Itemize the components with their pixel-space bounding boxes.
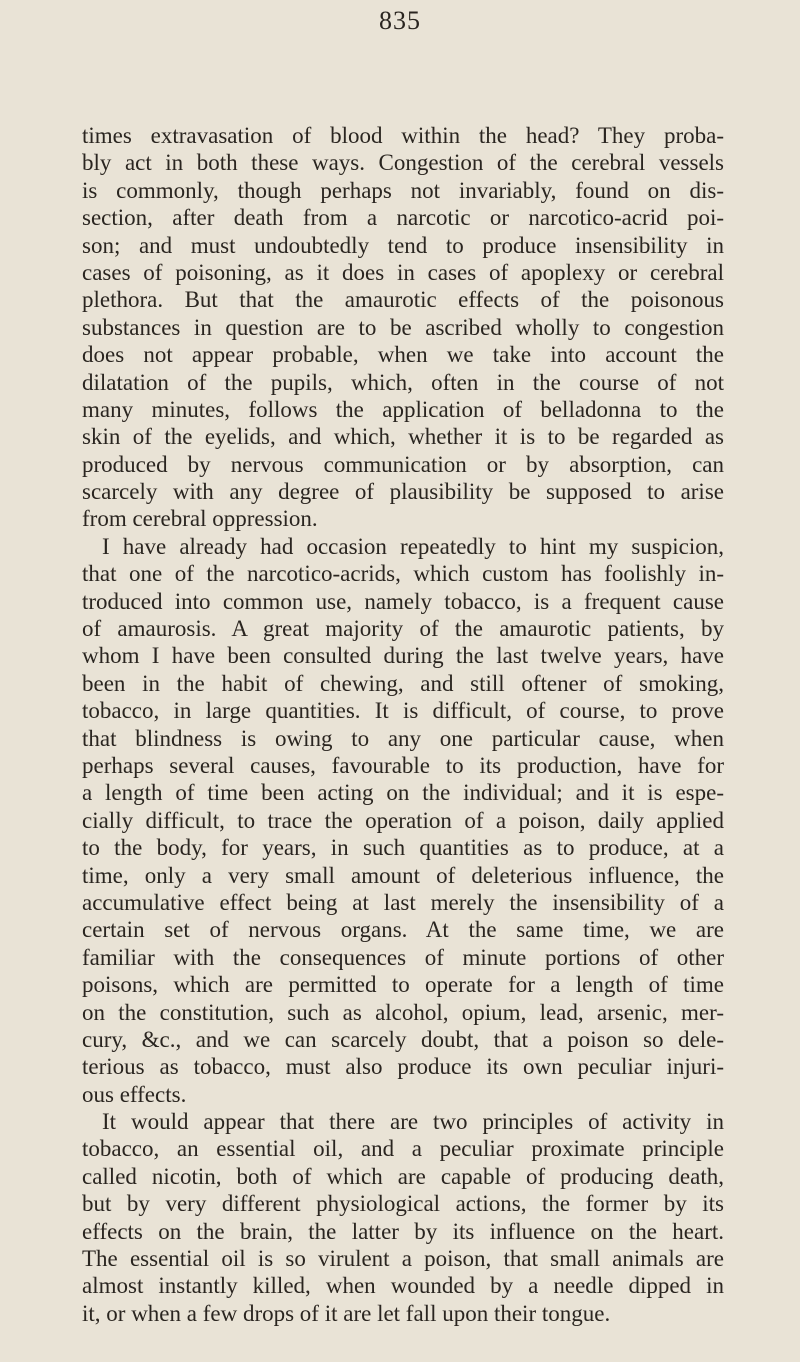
text-line: perhaps several causes, favourable to its production, have for (82, 752, 724, 778)
page-number: 835 (379, 6, 421, 35)
text-line: dilatation of the pupils, which, often in the course of not (82, 369, 724, 395)
text-line: produced by nervous communication or by absorption, can (82, 451, 724, 477)
text-line: that blindness is owing to any one particular cause, when (82, 725, 724, 751)
text-line: familiar with the consequences of minute portions of other (82, 944, 724, 970)
text-line: is commonly, though perhaps not invariably, found on dis- (82, 177, 724, 203)
text-line: been in the habit of chewing, and still oftener of smoking, (82, 670, 724, 696)
text-line: of amaurosis. A great majority of the amaurotic patients, by (82, 616, 724, 642)
text-line: terious as tobacco, must also produce its own peculiar injuri- (82, 1054, 724, 1080)
text-line: plethora. But that the amaurotic effects of the poisonous (82, 287, 724, 313)
text-line: cially difficult, to trace the operation of a poison, daily applied (82, 807, 724, 833)
text-line: It would appear that there are two principles of activity in (102, 1109, 724, 1135)
text-line: cases of poisoning, as it does in cases of apoplexy or cerebral (82, 259, 724, 285)
text-line: troduced into common use, namely tobacco, is a frequent cause (82, 588, 724, 614)
text-line: almost instantly killed, when wounded by a needle dipped in (82, 1273, 724, 1299)
text-line: cury, &c., and we can scarcely doubt, that a poison so dele- (82, 1026, 724, 1052)
text-line: times extravasation of blood within the head? They proba- (82, 123, 724, 148)
body-text (82, 122, 724, 1327)
text-line: from cerebral oppression. (82, 506, 318, 532)
text-line: it, or when a few drops of it are let fall upon their tongue. (82, 1300, 611, 1326)
text-line: certain set of nervous organs. At the same time, we are (82, 917, 724, 943)
text-line: accumulative effect being at last merely the insensibility of a (82, 889, 724, 915)
text-line: ous effects. (82, 1081, 187, 1107)
text-line: whom I have been consulted during the last twelve years, have (82, 643, 724, 669)
text-line: son; and must undoubtedly tend to produce insensibility in (82, 232, 724, 258)
text-line: substances in question are to be ascribed wholly to congestion (82, 314, 724, 340)
text-line: The essential oil is so virulent a poison, that small animals are (82, 1246, 724, 1272)
text-line: scarcely with any degree of plausibility be supposed to arise (82, 479, 724, 505)
text-line: tobacco, in large quantities. It is difficult, of course, to prove (82, 698, 724, 724)
text-line: time, only a very small amount of deleterious influence, the (82, 862, 724, 888)
text-line: to the body, for years, in such quantities as to produce, at a (82, 835, 724, 861)
text-line: tobacco, an essential oil, and a peculiar proximate principle (82, 1136, 724, 1162)
text-line: a length of time been acting on the individual; and it is espe- (82, 780, 724, 806)
text-line: that one of the narcotico-acrids, which custom has foolishly in- (82, 561, 724, 587)
text-line: poisons, which are permitted to operate for a length of time (82, 972, 724, 998)
text-line: effects on the brain, the latter by its influence on the heart. (82, 1218, 724, 1244)
text-line: I have already had occasion repeatedly to hint my suspicion, (102, 533, 724, 559)
text-line: does not appear probable, when we take into account the (82, 342, 724, 368)
text-line: skin of the eyelids, and which, whether it is to be regarded as (82, 424, 724, 450)
text-line: section, after death from a narcotic or narcotico-acrid poi- (82, 205, 724, 231)
text-line: on the constitution, such as alcohol, opium, lead, arsenic, mer- (82, 999, 724, 1025)
text-line: bly act in both these ways. Congestion of the cerebral vessels (82, 150, 724, 176)
text-line: called nicotin, both of which are capable of producing death, (82, 1163, 724, 1189)
text-line: many minutes, follows the application of belladonna to the (82, 396, 724, 422)
text-line: but by very different physiological actions, the former by its (82, 1191, 724, 1217)
